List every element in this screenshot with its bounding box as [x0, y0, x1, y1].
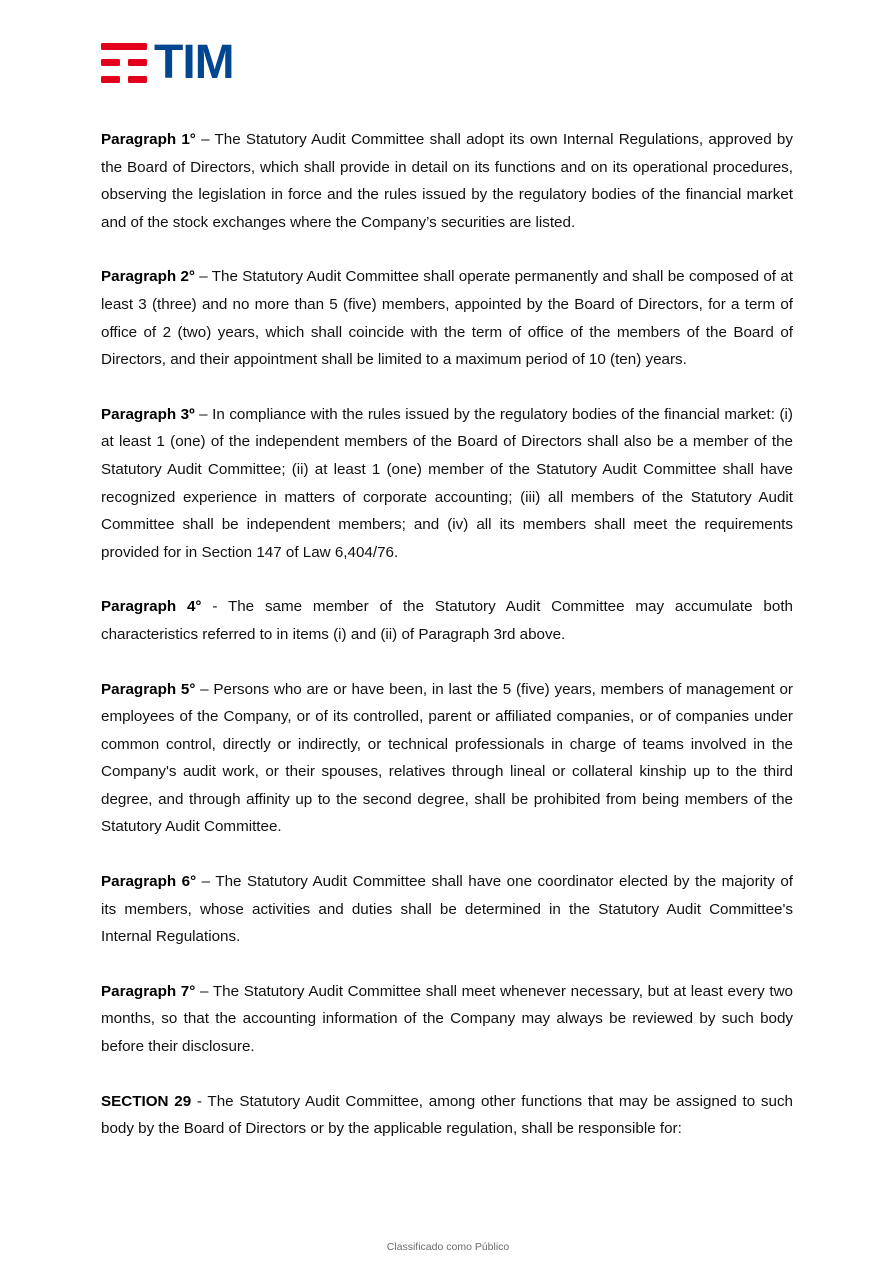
section-text: - The Statutory Audit Committee, among other functions that may be assigned to such body by the Board of Directors or by the applicable regulation, shall be responsible for: [101, 1092, 794, 1138]
paragraph-3 [101, 401, 793, 567]
paragraph-4 [101, 593, 793, 648]
paragraph-heading: Paragraph 7° [101, 982, 196, 1000]
paragraph-text: – The Statutory Audit Committee shall have one coordinator elected by the majority of its members, whose activities and duties shall be determined in the Statutory Audit Committee's Internal Regulations. [101, 873, 793, 946]
paragraph-heading: Paragraph 6° [101, 873, 197, 891]
paragraph-heading: Paragraph 3º [101, 405, 195, 423]
section-29 [101, 1088, 793, 1143]
paragraph-text: – In compliance with the rules issued by the regulatory bodies of the financial market: (i) at least 1 (one) of the independent members of the Board of Directors shall also be a member of the Statutory Audit Committee; (ii) at least 1 (one) member of the Statutory Audit Committee shall have recognized experience in matters of corporate accounting; (iii) all members of the Statutory Audit Committee shall be independent members; and (iv) all its members shall meet the requirements provided for in Section 147 of Law 6,404/76. [101, 405, 793, 561]
tim-logo-icon [101, 43, 147, 83]
tim-logo [101, 36, 234, 89]
classification-footer: Classificado como Público [386, 1241, 510, 1253]
paragraph-heading: Paragraph 5° [101, 680, 196, 698]
section-heading: SECTION 29 [101, 1092, 192, 1110]
paragraph-text: – The Statutory Audit Committee shall adopt its own Internal Regulations, approved by the Board of Directors, which shall provide in detail on its functions and on its operational procedures, observing the legislation in force and the rules issued by the regulatory bodies of the financial market and of the stock exchanges where the Company’s securities are listed. [101, 131, 793, 231]
paragraph-text: – The Statutory Audit Committee shall meet whenever necessary, but at least every two months, so that the accounting information of the Company may always be reviewed by such body before their disclosure. [101, 982, 793, 1056]
paragraph-heading: Paragraph 1° [101, 131, 196, 148]
paragraph-text: – Persons who are or have been, in last the 5 (five) years, members of management or employees of the Company, or of its controlled, parent or affiliated companies, or of companies under common control, directly or indirectly, or technical professionals in charge of teams involved in the Company's audit work, or their spouses, relatives through lineal or collateral kinship up to the third degree, and through affinity up to the second degree, shall be prohibited from being members of the Statutory Audit Committee. [101, 680, 793, 836]
paragraph-2 [101, 263, 793, 373]
paragraph-heading: Paragraph 2° [101, 268, 195, 286]
document-body [101, 126, 793, 1170]
paragraph-text: - The same member of the Statutory Audit Committee may accumulate both characteristics referred to in items (i) and (ii) of Paragraph 3rd above. [101, 598, 793, 643]
paragraph-text: – The Statutory Audit Committee shall operate permanently and shall be composed of at least 3 (three) and no more than 5 (five) members, appointed by the Board of Directors, for a term of office of 2 (two) years, which shall coincide with the term of office of the members of the Board of Directors, and their appointment shall be limited to a maximum period of 10 (ten) years. [101, 268, 793, 369]
paragraph-heading: Paragraph 4° [101, 598, 202, 616]
logo-wordmark: TIM [154, 36, 234, 89]
paragraph-7 [101, 978, 793, 1061]
paragraph-1 [101, 126, 793, 236]
paragraph-5 [101, 676, 793, 842]
paragraph-6 [101, 868, 793, 951]
